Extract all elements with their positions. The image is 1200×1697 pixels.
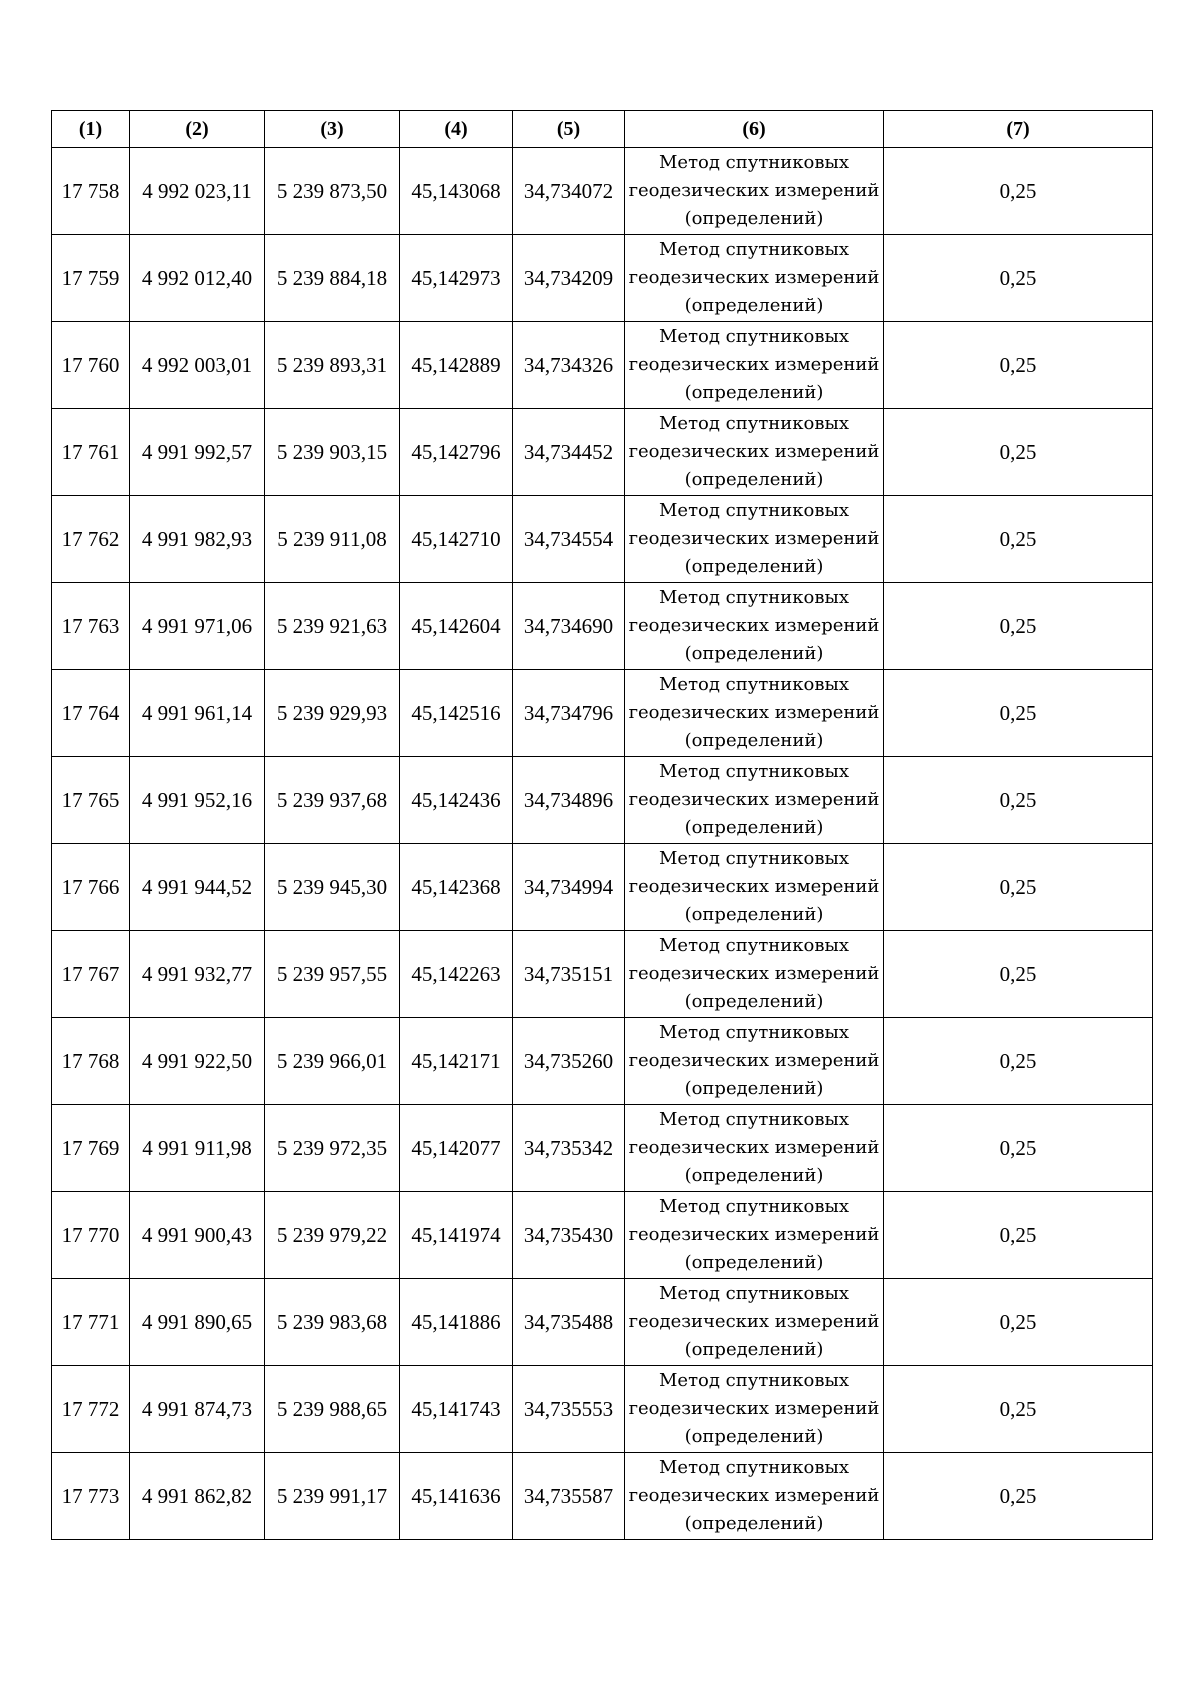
table-row <box>52 322 1153 409</box>
cell-point: 17 764 <box>52 670 130 757</box>
table-row <box>52 235 1153 322</box>
header-cell-accuracy: (7) <box>884 111 1153 148</box>
cell-accuracy: 0,25 <box>884 1453 1153 1540</box>
cell-lon: 34,734994 <box>513 844 625 931</box>
cell-point: 17 769 <box>52 1105 130 1192</box>
cell-lon: 34,734690 <box>513 583 625 670</box>
cell-accuracy: 0,25 <box>884 931 1153 1018</box>
cell-x: 4 991 992,57 <box>130 409 265 496</box>
cell-x: 4 991 961,14 <box>130 670 265 757</box>
method-line: геодезических измерений <box>628 1485 880 1506</box>
method-line: (определений) <box>684 1165 824 1186</box>
cell-y: 5 239 937,68 <box>265 757 400 844</box>
cell-point: 17 760 <box>52 322 130 409</box>
cell-lat: 45,142171 <box>400 1018 513 1105</box>
method-line: Метод спутниковых <box>658 1370 849 1391</box>
cell-point: 17 772 <box>52 1366 130 1453</box>
cell-method <box>625 148 884 235</box>
cell-x: 4 991 971,06 <box>130 583 265 670</box>
cell-point: 17 761 <box>52 409 130 496</box>
method-line: Метод спутниковых <box>658 1196 849 1217</box>
cell-accuracy: 0,25 <box>884 757 1153 844</box>
cell-lon: 34,735587 <box>513 1453 625 1540</box>
header-cell-point: (1) <box>52 111 130 148</box>
cell-x: 4 992 023,11 <box>130 148 265 235</box>
cell-accuracy: 0,25 <box>884 1105 1153 1192</box>
table-row <box>52 1453 1153 1540</box>
cell-accuracy: 0,25 <box>884 670 1153 757</box>
cell-lat: 45,142516 <box>400 670 513 757</box>
cell-lon: 34,734209 <box>513 235 625 322</box>
cell-y: 5 239 921,63 <box>265 583 400 670</box>
cell-x: 4 991 874,73 <box>130 1366 265 1453</box>
table-row <box>52 757 1153 844</box>
header-cell-lon: (5) <box>513 111 625 148</box>
cell-point: 17 767 <box>52 931 130 1018</box>
cell-point: 17 768 <box>52 1018 130 1105</box>
cell-y: 5 239 991,17 <box>265 1453 400 1540</box>
cell-method <box>625 1366 884 1453</box>
table-row <box>52 1192 1153 1279</box>
cell-point: 17 765 <box>52 757 130 844</box>
table-row <box>52 1018 1153 1105</box>
cell-method <box>625 1279 884 1366</box>
cell-x: 4 991 900,43 <box>130 1192 265 1279</box>
table-body <box>52 148 1153 1540</box>
cell-y: 5 239 929,93 <box>265 670 400 757</box>
cell-point: 17 771 <box>52 1279 130 1366</box>
cell-lon: 34,735260 <box>513 1018 625 1105</box>
method-line: Метод спутниковых <box>658 152 849 173</box>
cell-lon: 34,735151 <box>513 931 625 1018</box>
cell-method <box>625 235 884 322</box>
method-line: геодезических измерений <box>628 1224 880 1245</box>
method-line: геодезических измерений <box>628 1050 880 1071</box>
cell-point: 17 773 <box>52 1453 130 1540</box>
cell-x: 4 991 952,16 <box>130 757 265 844</box>
table-row <box>52 583 1153 670</box>
method-line: Метод спутниковых <box>658 1022 849 1043</box>
cell-x: 4 991 944,52 <box>130 844 265 931</box>
cell-accuracy: 0,25 <box>884 1018 1153 1105</box>
cell-lat: 45,142604 <box>400 583 513 670</box>
method-line: Метод спутниковых <box>658 500 849 521</box>
table-row <box>52 931 1153 1018</box>
cell-lat: 45,142710 <box>400 496 513 583</box>
header-cell-method: (6) <box>625 111 884 148</box>
cell-lat: 45,141886 <box>400 1279 513 1366</box>
cell-lon: 34,735342 <box>513 1105 625 1192</box>
table-header <box>52 111 1153 148</box>
method-line: (определений) <box>684 1426 824 1447</box>
method-line: геодезических измерений <box>628 702 880 723</box>
method-line: Метод спутниковых <box>658 326 849 347</box>
cell-lat: 45,143068 <box>400 148 513 235</box>
cell-lon: 34,734554 <box>513 496 625 583</box>
method-line: Метод спутниковых <box>658 1109 849 1130</box>
cell-x: 4 991 982,93 <box>130 496 265 583</box>
method-line: (определений) <box>684 1339 824 1360</box>
table-row <box>52 1105 1153 1192</box>
cell-method <box>625 1192 884 1279</box>
cell-lat: 45,142796 <box>400 409 513 496</box>
cell-lat: 45,142077 <box>400 1105 513 1192</box>
method-line: геодезических измерений <box>628 528 880 549</box>
cell-y: 5 239 884,18 <box>265 235 400 322</box>
cell-point: 17 758 <box>52 148 130 235</box>
header-row <box>52 111 1153 148</box>
cell-x: 4 991 932,77 <box>130 931 265 1018</box>
header-cell-lat: (4) <box>400 111 513 148</box>
cell-lon: 34,734452 <box>513 409 625 496</box>
cell-lon: 34,735553 <box>513 1366 625 1453</box>
cell-method <box>625 496 884 583</box>
cell-lon: 34,734896 <box>513 757 625 844</box>
method-line: геодезических измерений <box>628 963 880 984</box>
method-line: (определений) <box>684 643 824 664</box>
cell-y: 5 239 966,01 <box>265 1018 400 1105</box>
method-line: геодезических измерений <box>628 1311 880 1332</box>
cell-accuracy: 0,25 <box>884 1279 1153 1366</box>
cell-lon: 34,734326 <box>513 322 625 409</box>
cell-method <box>625 409 884 496</box>
method-line: (определений) <box>684 382 824 403</box>
method-line: Метод спутниковых <box>658 935 849 956</box>
cell-method <box>625 844 884 931</box>
cell-x: 4 991 862,82 <box>130 1453 265 1540</box>
method-line: Метод спутниковых <box>658 848 849 869</box>
method-line: геодезических измерений <box>628 789 880 810</box>
method-line: Метод спутниковых <box>658 413 849 434</box>
cell-lon: 34,734072 <box>513 148 625 235</box>
table-row <box>52 1279 1153 1366</box>
cell-lat: 45,142436 <box>400 757 513 844</box>
method-line: (определений) <box>684 208 824 229</box>
cell-lon: 34,735488 <box>513 1279 625 1366</box>
cell-y: 5 239 903,15 <box>265 409 400 496</box>
method-line: (определений) <box>684 991 824 1012</box>
cell-lat: 45,142263 <box>400 931 513 1018</box>
cell-y: 5 239 983,68 <box>265 1279 400 1366</box>
table-row <box>52 844 1153 931</box>
method-line: Метод спутниковых <box>658 1457 849 1478</box>
method-line: геодезических измерений <box>628 180 880 201</box>
cell-y: 5 239 945,30 <box>265 844 400 931</box>
method-line: геодезических измерений <box>628 615 880 636</box>
cell-point: 17 766 <box>52 844 130 931</box>
cell-y: 5 239 988,65 <box>265 1366 400 1453</box>
method-line: (определений) <box>684 1513 824 1534</box>
cell-method <box>625 1105 884 1192</box>
cell-accuracy: 0,25 <box>884 235 1153 322</box>
cell-x: 4 991 911,98 <box>130 1105 265 1192</box>
cell-method <box>625 757 884 844</box>
cell-accuracy: 0,25 <box>884 322 1153 409</box>
cell-y: 5 239 972,35 <box>265 1105 400 1192</box>
method-line: геодезических измерений <box>628 1137 880 1158</box>
cell-x: 4 992 003,01 <box>130 322 265 409</box>
method-line: геодезических измерений <box>628 267 880 288</box>
cell-accuracy: 0,25 <box>884 148 1153 235</box>
method-line: (определений) <box>684 904 824 925</box>
method-line: (определений) <box>684 817 824 838</box>
table-row <box>52 148 1153 235</box>
cell-y: 5 239 957,55 <box>265 931 400 1018</box>
cell-point: 17 770 <box>52 1192 130 1279</box>
cell-method <box>625 322 884 409</box>
cell-lat: 45,142368 <box>400 844 513 931</box>
cell-method <box>625 931 884 1018</box>
cell-x: 4 992 012,40 <box>130 235 265 322</box>
cell-accuracy: 0,25 <box>884 1366 1153 1453</box>
method-line: Метод спутниковых <box>658 761 849 782</box>
header-cell-x: (2) <box>130 111 265 148</box>
cell-accuracy: 0,25 <box>884 844 1153 931</box>
table-row <box>52 670 1153 757</box>
cell-method <box>625 1018 884 1105</box>
cell-accuracy: 0,25 <box>884 409 1153 496</box>
cell-y: 5 239 873,50 <box>265 148 400 235</box>
method-line: Метод спутниковых <box>658 239 849 260</box>
method-line: геодезических измерений <box>628 876 880 897</box>
cell-lat: 45,142973 <box>400 235 513 322</box>
cell-lat: 45,141974 <box>400 1192 513 1279</box>
cell-y: 5 239 979,22 <box>265 1192 400 1279</box>
cell-lat: 45,142889 <box>400 322 513 409</box>
cell-x: 4 991 890,65 <box>130 1279 265 1366</box>
method-line: геодезических измерений <box>628 1398 880 1419</box>
method-line: Метод спутниковых <box>658 1283 849 1304</box>
cell-lon: 34,734796 <box>513 670 625 757</box>
cell-y: 5 239 893,31 <box>265 322 400 409</box>
cell-accuracy: 0,25 <box>884 1192 1153 1279</box>
cell-point: 17 763 <box>52 583 130 670</box>
coordinates-table <box>51 110 1153 1540</box>
table-row <box>52 1366 1153 1453</box>
method-line: Метод спутниковых <box>658 587 849 608</box>
method-line: геодезических измерений <box>628 441 880 462</box>
method-line: (определений) <box>684 469 824 490</box>
method-line: Метод спутниковых <box>658 674 849 695</box>
cell-lat: 45,141743 <box>400 1366 513 1453</box>
cell-lat: 45,141636 <box>400 1453 513 1540</box>
method-line: (определений) <box>684 1078 824 1099</box>
method-line: (определений) <box>684 1252 824 1273</box>
table-row <box>52 496 1153 583</box>
cell-method <box>625 1453 884 1540</box>
cell-method <box>625 583 884 670</box>
cell-point: 17 762 <box>52 496 130 583</box>
method-line: (определений) <box>684 730 824 751</box>
cell-accuracy: 0,25 <box>884 496 1153 583</box>
cell-lon: 34,735430 <box>513 1192 625 1279</box>
header-cell-y: (3) <box>265 111 400 148</box>
table-row <box>52 409 1153 496</box>
method-line: (определений) <box>684 556 824 577</box>
method-line: геодезических измерений <box>628 354 880 375</box>
cell-accuracy: 0,25 <box>884 583 1153 670</box>
cell-method <box>625 670 884 757</box>
cell-point: 17 759 <box>52 235 130 322</box>
cell-y: 5 239 911,08 <box>265 496 400 583</box>
cell-x: 4 991 922,50 <box>130 1018 265 1105</box>
method-line: (определений) <box>684 295 824 316</box>
